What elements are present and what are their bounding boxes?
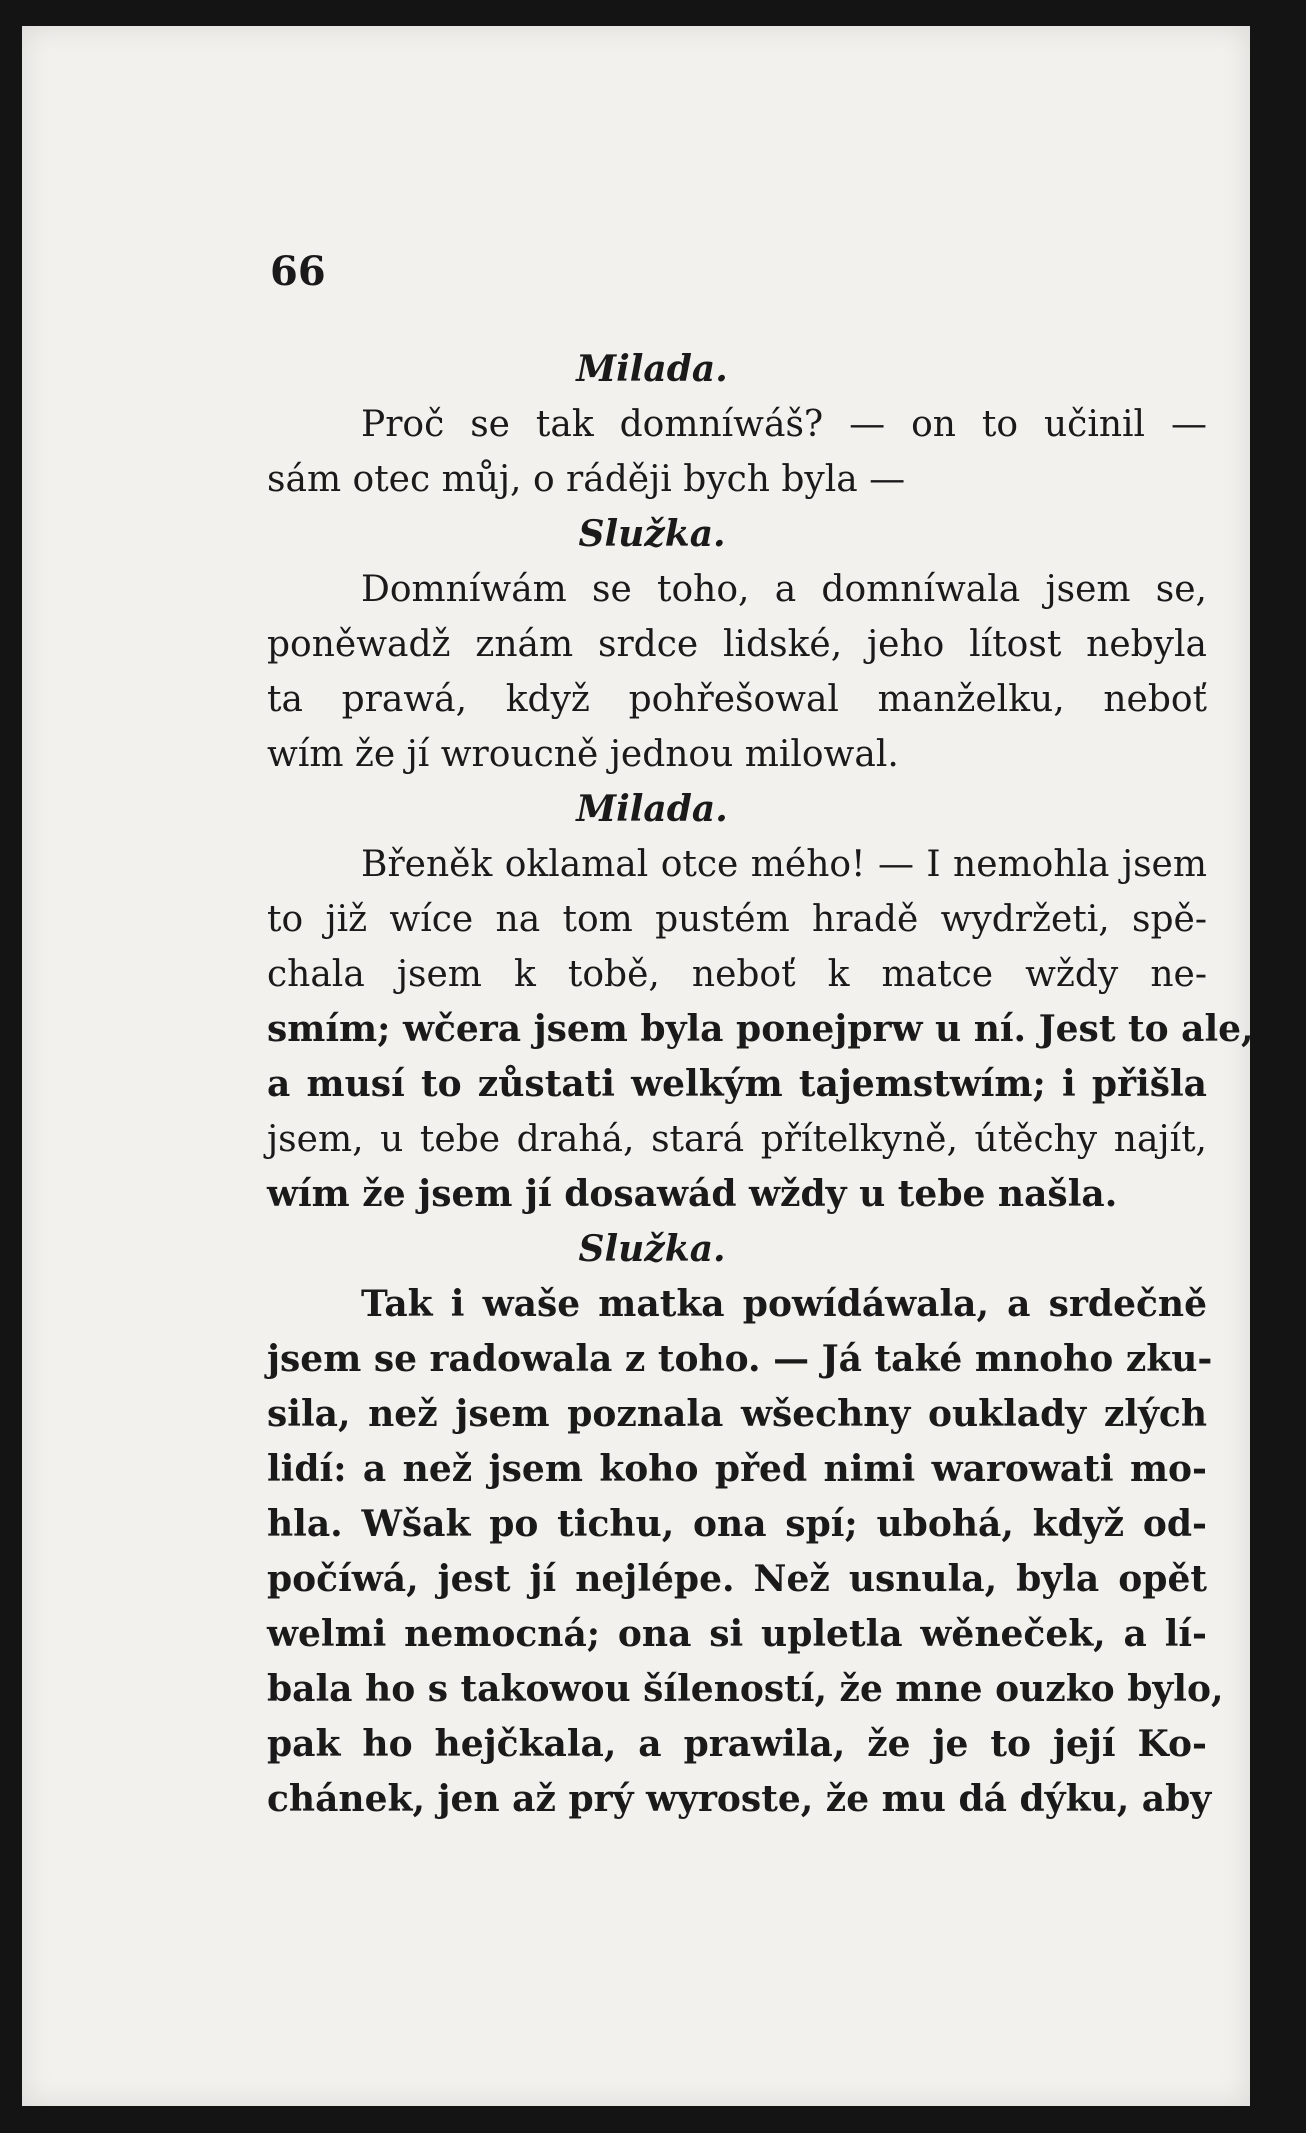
speaker-name: Milada. (576, 348, 728, 390)
text-line: chánek, jen až prý wyroste, že mu dá dýku, aby (267, 1778, 1212, 1820)
speaker-name: Milada. (576, 788, 728, 830)
text-line: Břeněk oklamal otce mého! — I nemohla jsem (361, 844, 1207, 885)
text-line: jsem, u tebe drahá, stará přítelkyně, útěchy najít, (267, 1119, 1207, 1160)
text-line: welmi nemocná; ona si upletla wěneček, a lí- (267, 1613, 1207, 1655)
text-line: jsem se radowala z toho. — Já také mnoho zku- (267, 1338, 1213, 1380)
text-line: Proč se tak domníwáš? — on to učinil — (361, 404, 1207, 445)
text-line: bala ho s takowou šíleností, že mne ouzko bylo, (267, 1668, 1224, 1710)
text-line: chala jsem k tobě, neboť k matce wždy ne- (267, 954, 1207, 995)
speaker-name: Služka. (578, 513, 726, 555)
text-line: hla. Wšak po tichu, ona spí; ubohá, když od- (267, 1503, 1207, 1545)
text-line: smím; wčera jsem byla ponejprw u ní. Jest to ale, (267, 1008, 1254, 1050)
text-line: Tak i waše matka powídáwala, a srdečně (361, 1283, 1207, 1325)
text-line: to již wíce na tom pustém hradě wydržeti, spě- (267, 899, 1207, 940)
text-line: počíwá, jest jí nejlépe. Než usnula, byla opět (267, 1558, 1207, 1600)
text-line: sila, než jsem poznala wšechny ouklady zlých (267, 1393, 1207, 1435)
dialogue-text (267, 342, 1254, 1827)
text-line: wím že jsem jí dosawád wždy u tebe našla. (267, 1173, 1118, 1215)
text-line: sám otec můj, o ráději bych byla — (267, 459, 906, 500)
text-line: pak ho hejčkala, a prawila, že je to její Ko- (267, 1723, 1207, 1765)
text-line: ta prawá, když pohřešowal manželku, neboť (267, 679, 1207, 720)
text-line: a musí to zůstati welkým tajemstwím; i přišla (267, 1063, 1207, 1105)
text-line: wím že jí wroucně jednou milowal. (267, 734, 899, 775)
book-page (22, 26, 1254, 2106)
text-line: lidí: a než jsem koho před nimi warowati mo- (267, 1448, 1207, 1490)
text-line: poněwadž znám srdce lidské, jeho lítost nebyla (267, 624, 1207, 665)
text-line: Domníwám se toho, a domníwala jsem se, (361, 569, 1207, 610)
page-number: 66 (270, 248, 326, 295)
speaker-name: Služka. (578, 1228, 726, 1270)
